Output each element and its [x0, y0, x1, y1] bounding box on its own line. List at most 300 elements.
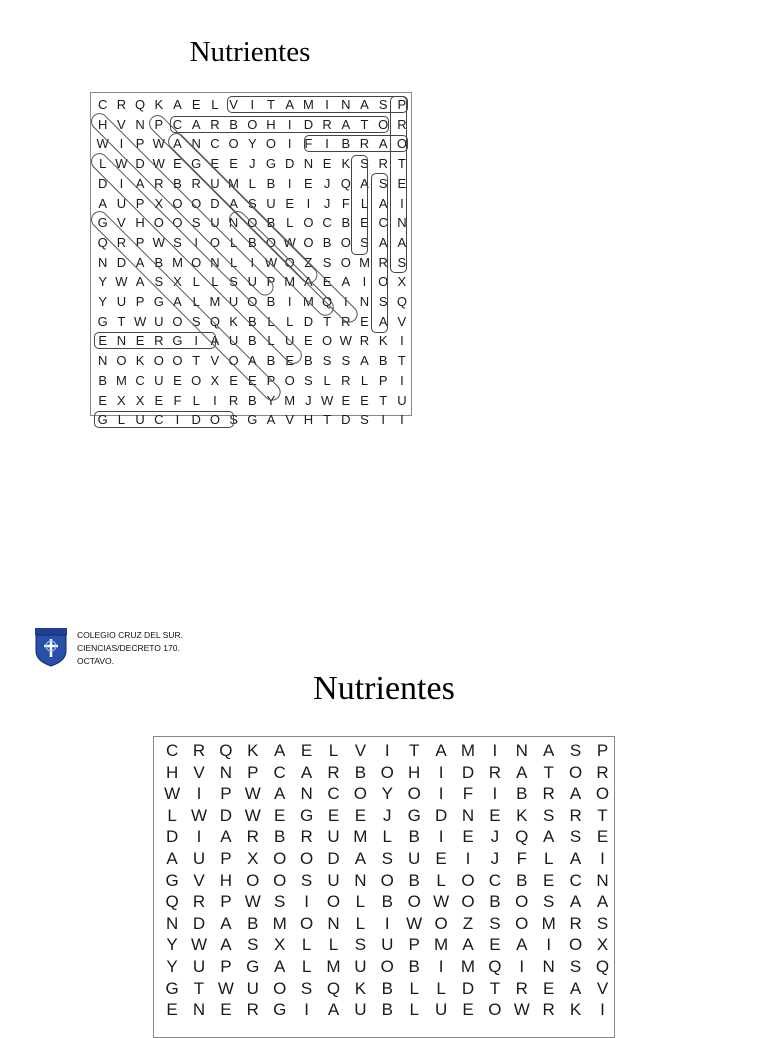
grid-letter: J: [249, 156, 256, 172]
grid-letter: R: [341, 372, 351, 388]
grid-letter: I: [196, 784, 202, 804]
grid-letter: M: [272, 913, 287, 933]
grid-letter: E: [397, 175, 407, 191]
grid-letter: P: [135, 136, 145, 152]
grid-letter: L: [192, 392, 200, 408]
grid-letter: M: [541, 913, 556, 933]
grid-letter: W: [339, 333, 352, 349]
grid-letter: L: [192, 294, 200, 309]
grid-letter: A: [569, 849, 582, 868]
grid-letter: I: [400, 372, 404, 388]
grid-letter: O: [299, 913, 314, 933]
grid-letter: A: [360, 175, 369, 191]
grid-letter: A: [543, 741, 555, 760]
grid-letter: S: [378, 97, 388, 112]
grid-letter: S: [274, 892, 286, 912]
grid-letter: A: [166, 849, 178, 868]
grid-letter: P: [135, 195, 145, 211]
grid-letter: L: [267, 333, 275, 349]
grid-letter: A: [360, 97, 369, 112]
grid-letter: D: [98, 175, 108, 191]
grid-letter: V: [397, 313, 407, 329]
grid-letter: M: [434, 935, 449, 955]
grid-letter: S: [489, 913, 501, 933]
grid-letter: L: [355, 892, 366, 912]
grid-letter: T: [408, 741, 420, 760]
grid-letter: W: [152, 234, 165, 250]
grid-letter: O: [299, 849, 314, 868]
grid-letter: H: [266, 116, 276, 132]
grid-letter: O: [172, 215, 183, 231]
grid-letter: N: [596, 870, 609, 890]
grid-letter: O: [340, 254, 351, 270]
grid-letter: V: [596, 978, 609, 998]
grid-letter: C: [135, 372, 145, 388]
grid-letter: A: [341, 274, 351, 290]
grid-letter: L: [286, 313, 294, 329]
grid-letter: O: [340, 234, 351, 250]
grid-letter: S: [300, 978, 313, 998]
grid-letter: Q: [396, 294, 407, 309]
grid-letter: E: [543, 978, 555, 998]
grid-letter: I: [119, 175, 124, 191]
grid-letter: A: [220, 913, 232, 933]
worksheet-title-top: Nutrientes: [189, 36, 311, 68]
grid-letter: E: [462, 827, 474, 847]
grid-letter: M: [460, 741, 476, 760]
grid-letter: E: [300, 741, 313, 760]
grid-letter: O: [353, 784, 367, 804]
grid-letter: I: [325, 136, 329, 152]
grid-letter: R: [596, 762, 609, 782]
grid-letter: E: [360, 392, 369, 408]
grid-letter: A: [327, 1000, 340, 1020]
grid-letter: D: [210, 195, 220, 211]
grid-letter: E: [274, 805, 286, 825]
grid-letter: A: [300, 762, 313, 782]
grid-letter: T: [397, 156, 406, 172]
grid-letter: H: [135, 215, 145, 231]
grid-letter: X: [210, 372, 220, 388]
grid-letter: S: [154, 274, 164, 290]
grid-letter: O: [378, 116, 389, 132]
grid-letter: R: [341, 313, 351, 329]
grid-letter: E: [229, 156, 238, 172]
grid-letter: Q: [515, 827, 529, 847]
grid-letter: R: [154, 333, 164, 349]
grid-letter: N: [303, 156, 314, 172]
grid-letter: H: [303, 412, 314, 428]
grid-letter: E: [285, 353, 295, 369]
grid-letter: U: [381, 935, 394, 955]
grid-letter: E: [210, 156, 220, 172]
grid-letter: I: [306, 195, 311, 211]
grid-letter: T: [323, 412, 332, 428]
grid-letter: E: [173, 372, 182, 388]
grid-letter: E: [543, 870, 555, 890]
grid-letter: O: [273, 978, 287, 998]
grid-letter: O: [228, 136, 239, 152]
grid-letter: I: [600, 849, 605, 868]
grid-letter: X: [247, 849, 259, 868]
grid-letter: J: [305, 392, 312, 408]
grid-letter: A: [135, 274, 145, 290]
grid-letter: D: [135, 156, 145, 172]
grid-letter: U: [154, 313, 164, 329]
grid-letter: O: [247, 215, 258, 231]
grid-letter: O: [284, 372, 295, 388]
grid-letter: O: [191, 195, 202, 211]
grid-letter: L: [323, 372, 331, 388]
grid-letter: A: [569, 892, 582, 912]
grid-letter: O: [515, 913, 529, 933]
grid-letter: A: [173, 97, 182, 112]
grid-letter: F: [516, 849, 527, 868]
grid-letter: W: [115, 274, 128, 290]
grid-letter: A: [266, 412, 276, 428]
grid-letter: U: [192, 957, 206, 976]
grid-letter: A: [354, 849, 367, 868]
grid-letter: M: [209, 294, 221, 309]
grid-letter: B: [247, 313, 257, 329]
grid-letter: S: [300, 870, 313, 890]
grid-letter: R: [378, 156, 388, 172]
grid-letter: N: [210, 254, 220, 270]
grid-letter: X: [596, 935, 609, 955]
grid-letter: U: [434, 1000, 448, 1020]
grid-letter: P: [135, 234, 145, 250]
grid-letter: N: [515, 741, 528, 760]
grid-letter: C: [172, 116, 183, 132]
grid-letter: T: [267, 97, 275, 112]
grid-letter: I: [194, 234, 198, 250]
grid-letter: S: [543, 892, 555, 912]
grid-letter: W: [164, 784, 181, 804]
grid-letter: S: [569, 741, 582, 760]
grid-letter: P: [220, 957, 232, 976]
grid-letter: Y: [98, 294, 108, 309]
grid-letter: R: [246, 827, 259, 847]
grid-letter: O: [273, 849, 287, 868]
grid-letter: O: [246, 870, 260, 890]
grid-letter: A: [378, 136, 388, 152]
grid-letter: T: [489, 978, 501, 998]
grid-letter: T: [379, 392, 388, 408]
grid-letter: G: [246, 957, 260, 976]
grid-letter: U: [354, 957, 367, 976]
grid-letter: J: [323, 195, 331, 211]
grid-letter: L: [211, 97, 219, 112]
grid-letter: A: [360, 353, 369, 369]
grid-letter: O: [116, 353, 127, 369]
grid-letter: B: [229, 116, 238, 132]
grid-letter: L: [192, 274, 200, 290]
grid-letter: R: [515, 978, 528, 998]
grid-letter: L: [328, 741, 339, 760]
grid-letter: B: [247, 913, 259, 933]
grid-letter: G: [273, 1000, 287, 1020]
grid-letter: J: [490, 849, 500, 868]
grid-letter: D: [461, 762, 475, 782]
grid-letter: L: [436, 870, 446, 890]
grid-letter: T: [323, 313, 332, 329]
grid-letter: E: [327, 805, 340, 825]
grid-letter: Q: [322, 294, 333, 309]
grid-letter: B: [408, 870, 420, 890]
grid-letter: S: [397, 254, 407, 270]
grid-letter: T: [597, 805, 608, 825]
grid-letter: L: [382, 827, 393, 847]
grid-letter: R: [359, 333, 370, 349]
grid-letter: A: [378, 313, 388, 329]
grid-letter: K: [516, 805, 528, 825]
grid-letter: G: [247, 412, 258, 428]
grid-letter: R: [569, 913, 582, 933]
grid-letter: N: [341, 97, 351, 112]
grid-letter: Z: [304, 254, 313, 270]
grid-letter: S: [191, 313, 201, 329]
grid-letter: A: [173, 136, 182, 152]
grid-letter: O: [380, 957, 394, 976]
grid-letter: E: [322, 156, 332, 172]
grid-letter: O: [273, 870, 287, 890]
grid-letter: I: [287, 136, 292, 152]
grid-letter: O: [322, 333, 333, 349]
grid-letter: O: [380, 762, 394, 782]
grid-letter: L: [543, 849, 554, 868]
found-word-ring-energia: [94, 332, 216, 349]
grid-letter: X: [135, 392, 145, 408]
grid-letter: S: [304, 372, 313, 388]
grid-letter: I: [362, 274, 367, 290]
grid-letter: R: [246, 1000, 259, 1020]
grid-letter: E: [135, 333, 145, 349]
grid-letter: E: [247, 372, 257, 388]
grid-letter: C: [488, 870, 502, 890]
grid-letter: A: [341, 116, 351, 132]
grid-letter: A: [135, 254, 145, 270]
grid-letter: U: [116, 294, 127, 309]
grid-letter: S: [229, 274, 238, 290]
grid-letter: A: [516, 935, 528, 955]
grid-letter: U: [327, 870, 340, 890]
grid-letter: O: [209, 412, 220, 428]
grid-letter: A: [516, 762, 528, 782]
grid-letter: B: [154, 254, 164, 270]
grid-letter: A: [378, 234, 388, 250]
grid-letter: D: [327, 849, 340, 868]
grid-letter: N: [219, 762, 233, 782]
grid-letter: L: [360, 195, 369, 211]
grid-letter: W: [133, 313, 147, 329]
grid-letter: R: [542, 1000, 555, 1020]
grid-letter: R: [569, 805, 582, 825]
grid-letter: I: [438, 957, 444, 976]
school-header: [77, 629, 183, 668]
grid-letter: X: [397, 274, 407, 290]
grid-letter: L: [229, 234, 238, 250]
grid-letter: N: [98, 353, 108, 369]
grid-letter: P: [596, 741, 609, 760]
grid-letter: M: [228, 175, 239, 191]
grid-letter: E: [489, 935, 501, 955]
grid-letter: N: [542, 957, 555, 976]
grid-letter: M: [284, 274, 296, 290]
grid-letter: O: [303, 234, 314, 250]
grid-letter: Y: [266, 392, 276, 408]
grid-letter: B: [304, 353, 313, 369]
grid-letter: O: [407, 892, 421, 912]
grid-letter: Z: [462, 913, 474, 933]
grid-letter: C: [327, 784, 340, 804]
grid-letter: O: [407, 784, 421, 804]
grid-letter: Q: [97, 234, 108, 250]
grid-letter: N: [98, 254, 108, 270]
grid-letter: O: [247, 294, 258, 309]
school-name: COLEGIO CRUZ DEL SUR.: [77, 630, 183, 640]
grid-letter: P: [220, 784, 232, 804]
grid-letter: L: [301, 957, 312, 976]
grid-letter: I: [175, 412, 180, 428]
grid-letter: S: [378, 175, 388, 191]
grid-letter: S: [360, 412, 369, 428]
school-subject: CIENCIAS/DECRETO 170.: [77, 643, 180, 653]
grid-letter: X: [274, 935, 286, 955]
grid-letter: K: [135, 353, 145, 369]
grid-letter: S: [360, 234, 369, 250]
grid-letter: L: [211, 274, 219, 290]
grid-letter: S: [378, 294, 388, 309]
grid-letter: O: [191, 254, 202, 270]
grid-letter: I: [546, 935, 552, 955]
grid-letter: X: [154, 195, 164, 211]
grid-letter: I: [287, 175, 292, 191]
grid-letter: B: [489, 892, 501, 912]
grid-letter: N: [135, 116, 145, 132]
grid-letter: E: [154, 392, 164, 408]
grid-letter: I: [492, 784, 498, 804]
grid-letter: G: [299, 805, 314, 825]
grid-letter: J: [490, 827, 500, 847]
word-search-blank: [153, 736, 615, 1038]
grid-letter: P: [135, 294, 145, 309]
grid-letter: M: [172, 254, 183, 270]
grid-letter: I: [304, 892, 309, 912]
grid-letter: R: [397, 116, 407, 132]
grid-letter: S: [381, 849, 393, 868]
school-crest-icon: [34, 627, 68, 667]
grid-letter: R: [322, 116, 332, 132]
grid-letter: A: [220, 827, 232, 847]
grid-letter: V: [117, 215, 126, 231]
grid-letter: A: [569, 784, 582, 804]
grid-letter: K: [247, 741, 259, 760]
grid-letter: O: [434, 913, 448, 933]
grid-letter: T: [543, 762, 554, 782]
grid-letter: S: [341, 353, 351, 369]
grid-letter: I: [492, 741, 498, 760]
grid-letter: V: [193, 870, 205, 890]
grid-letter: P: [408, 935, 420, 955]
grid-letter: V: [193, 762, 205, 782]
grid-letter: W: [152, 156, 165, 172]
grid-letter: D: [285, 156, 295, 172]
grid-letter: O: [568, 762, 583, 782]
grid-letter: H: [98, 116, 108, 132]
grid-letter: L: [167, 805, 177, 825]
grid-letter: I: [213, 392, 217, 408]
grid-letter: C: [378, 215, 388, 231]
grid-letter: A: [274, 957, 286, 976]
grid-letter: S: [229, 412, 238, 428]
grid-letter: X: [173, 274, 182, 290]
grid-letter: O: [568, 935, 583, 955]
grid-letter: O: [461, 892, 475, 912]
grid-letter: S: [191, 215, 201, 231]
grid-letter: E: [98, 333, 108, 349]
grid-letter: U: [266, 195, 276, 211]
grid-letter: E: [166, 1000, 178, 1020]
grid-letter: G: [407, 805, 421, 825]
grid-letter: K: [154, 97, 164, 112]
grid-letter: O: [284, 254, 295, 270]
grid-letter: L: [355, 913, 366, 933]
grid-letter: A: [274, 741, 286, 760]
grid-letter: B: [322, 234, 332, 250]
grid-letter: G: [97, 412, 108, 428]
grid-letter: I: [400, 412, 404, 428]
grid-letter: B: [247, 234, 257, 250]
grid-letter: Q: [209, 313, 220, 329]
grid-letter: Q: [135, 97, 146, 112]
grid-letter: A: [98, 195, 108, 211]
grid-letter: I: [325, 97, 329, 112]
grid-letter: I: [438, 827, 444, 847]
grid-letter: R: [116, 97, 127, 112]
grid-letter: R: [210, 116, 220, 132]
grid-letter: I: [287, 116, 292, 132]
grid-letter: D: [434, 805, 448, 825]
grid-letter: W: [244, 805, 261, 825]
grid-letter: A: [210, 333, 220, 349]
grid-letter: R: [192, 892, 206, 912]
grid-letter: O: [461, 870, 475, 890]
grid-letter: C: [154, 412, 164, 428]
grid-letter: F: [173, 392, 182, 408]
grid-letter: A: [397, 234, 407, 250]
grid-letter: R: [154, 175, 164, 191]
grid-letter: W: [190, 805, 207, 825]
grid-letter: T: [360, 116, 369, 132]
grid-letter: B: [381, 892, 393, 912]
grid-letter: B: [354, 762, 367, 782]
grid-letter: A: [285, 97, 295, 112]
grid-letter: D: [165, 827, 179, 847]
grid-letter: T: [193, 978, 205, 998]
grid-letter: A: [135, 175, 145, 191]
grid-letter: G: [191, 156, 202, 172]
grid-letter: I: [194, 333, 198, 349]
grid-letter: C: [210, 136, 220, 152]
grid-letter: D: [116, 254, 127, 270]
grid-letter: C: [569, 870, 582, 890]
grid-letter: J: [323, 175, 331, 191]
grid-letter: U: [354, 1000, 367, 1020]
grid-letter: L: [301, 935, 312, 955]
grid-letter: C: [322, 215, 332, 231]
grid-letter: I: [250, 254, 255, 270]
grid-letter: E: [360, 313, 369, 329]
